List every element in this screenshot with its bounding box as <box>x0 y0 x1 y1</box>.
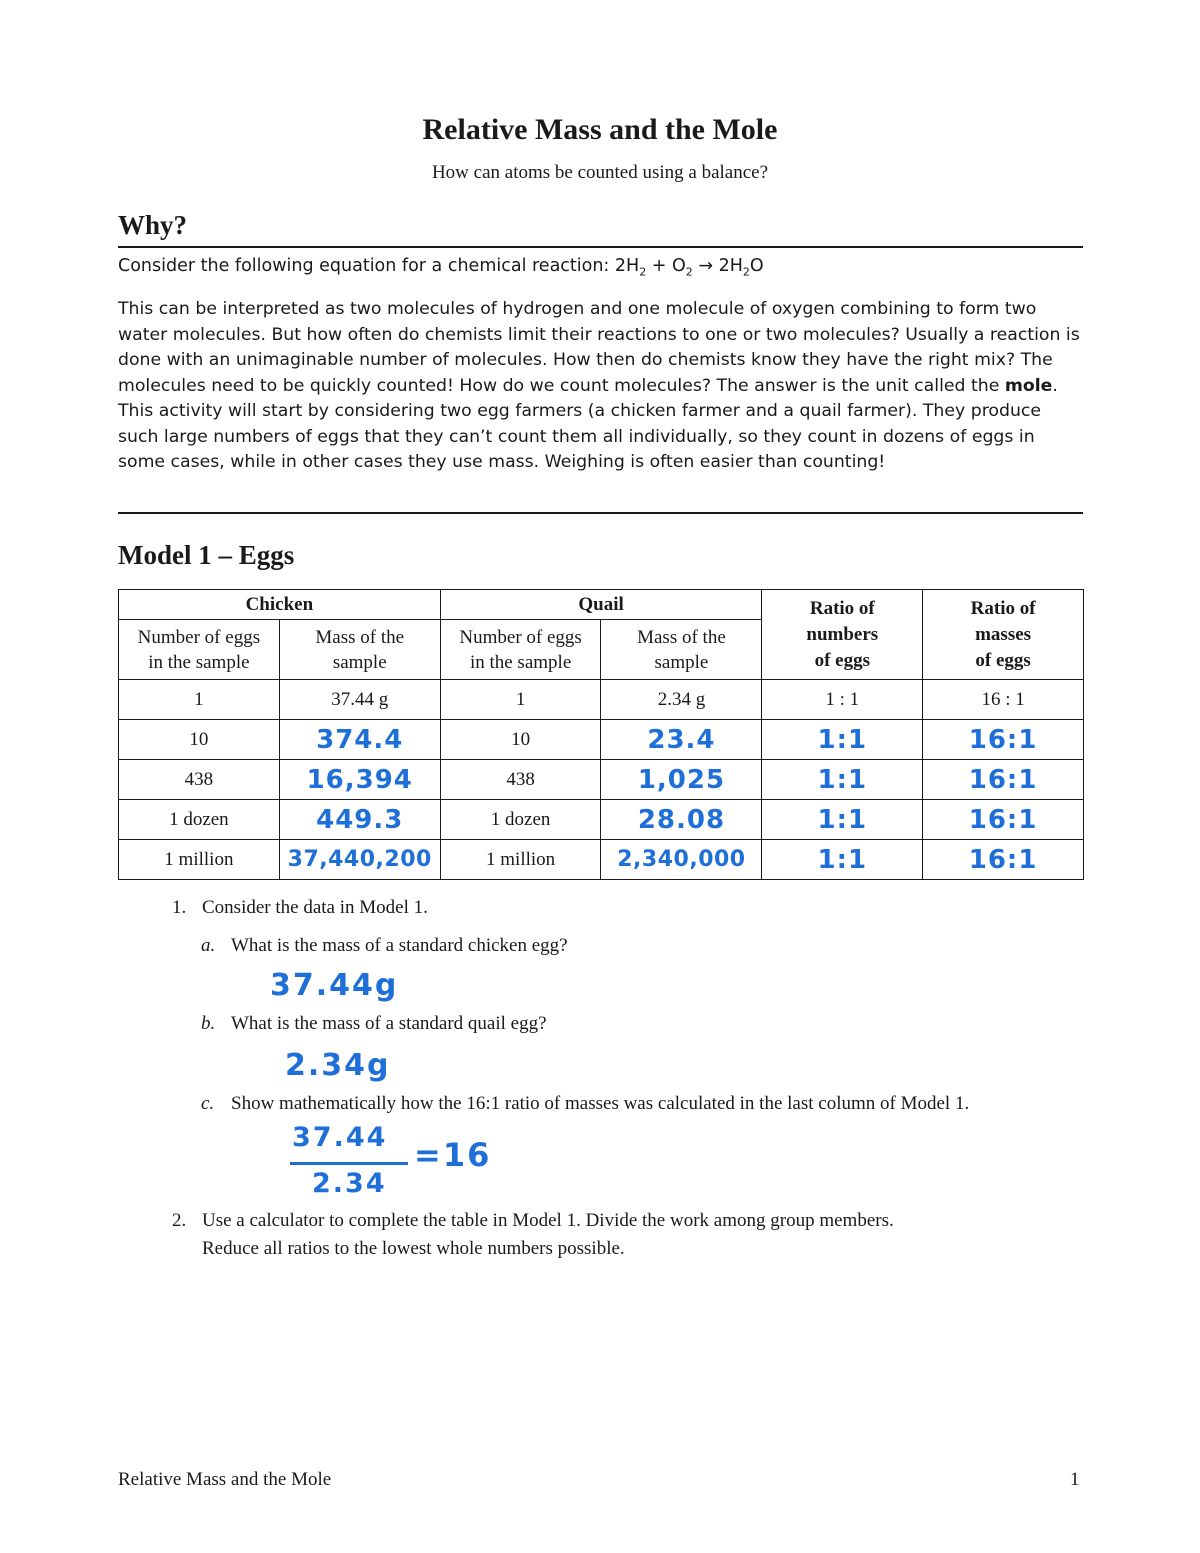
page-subtitle: How can atoms be counted using a balance? <box>431 162 769 183</box>
answer-1a: 37.44g <box>270 968 399 1003</box>
answer-1c-numerator: 37.44 <box>292 1122 388 1153</box>
ratio-numbers-cell: 1:1 <box>762 800 923 840</box>
why-bottom-rule <box>118 512 1083 514</box>
quail-mass-cell: 28.08 <box>601 800 762 840</box>
table-row <box>119 840 1084 880</box>
table-row <box>119 720 1084 760</box>
worksheet-page: Relative Mass and the Mole How can atoms be counted using a balance? Why? Consider the following equation for a chemical reaction: $2H_2 + O_2 \to 2H_2O$ This can be interpreted as two molecules of hydrogen and one molecule of oxygen combining to form two water molecules. But how often do chemists limit their reactions to one or two molecules? Usually a reaction is done with an unimaginable number of molecules. How then do chemists know they have the right mix? The molecules need to be quickly counted! How do we count molecules? The answer is the unit called the mole. This activity will start by considering two egg farmers (a chicken farmer and a quail farmer). They produce such large numbers of eggs that they can’t count them all individually, so they count in dozens of eggs in some cases, while in other cases they use mass. Weighing is often easier than counting! Model 1 – Eggs Chicken Quail Ratio of numbers of eggs Ratio of masses of eggs Number of eggs in the sample Mass of the sample Number of eggs in the sample Mass of the sample 1 37.44 g 1 2.34 g 1 : 1 16 : 1 10 374.4 10 23.4 1:1 16:1 438 16,394 438 1,025 1:1 16:1 1 dozen 449.3 1 dozen 28.08 1:1 16:1 1 million 37,440,200 1 million 2,340,000 1:1 16:1 1. Consider the data in Model 1. a. What is the mass of a standard chicken egg? 37.44g b. What is the mass of a standard quail egg? 2.34g c. Show mathematically how the 16:1 ratio of masses was calculated in the last column of Model 1. 37.44 2.34 =16 2. Use a calculator to complete the table in Model 1. Divide the work among group members. Reduce all ratios to the lowest whole numbers possible. Relative Mass and the Mole 1 <box>0 0 1200 1553</box>
ratio-numbers-cell: 1:1 <box>762 760 923 800</box>
answer-1b: 2.34g <box>285 1048 391 1083</box>
answer-1c-result: =16 <box>414 1136 492 1174</box>
quail-mass-cell: 1,025 <box>601 760 762 800</box>
chicken-number-cell: 438 <box>119 760 280 800</box>
chicken-mass-cell: 16,394 <box>279 760 440 800</box>
quail-number-cell: 1 dozen <box>440 800 601 840</box>
model-1-table <box>118 589 1084 880</box>
chicken-number-header: Number of eggs in the sample <box>119 620 280 680</box>
table-row <box>119 680 1084 720</box>
quail-number-cell: 1 <box>440 680 601 720</box>
table-row <box>119 800 1084 840</box>
ratio-masses-cell: 16 : 1 <box>923 680 1084 720</box>
page-title: Relative Mass and the Mole <box>422 113 778 146</box>
quail-mass-header: Mass of the sample <box>601 620 762 680</box>
quail-number-header: Number of eggs in the sample <box>440 620 601 680</box>
chicken-mass-cell: 37,440,200 <box>279 840 440 880</box>
mole-term: mole <box>1004 375 1053 396</box>
chicken-number-cell: 1 million <box>119 840 280 880</box>
quail-mass-cell: 23.4 <box>601 720 762 760</box>
chicken-group-header: Chicken <box>119 590 441 620</box>
answer-1c-denominator: 2.34 <box>312 1168 387 1199</box>
chicken-mass-cell: 374.4 <box>279 720 440 760</box>
ratio-masses-cell: 16:1 <box>923 840 1084 880</box>
chicken-number-cell: 1 dozen <box>119 800 280 840</box>
ratio-masses-cell: 16:1 <box>923 720 1084 760</box>
quail-mass-cell: 2,340,000 <box>601 840 762 880</box>
chicken-mass-cell: 449.3 <box>279 800 440 840</box>
quail-number-cell: 1 million <box>440 840 601 880</box>
chicken-number-cell: 1 <box>119 680 280 720</box>
chicken-number-cell: 10 <box>119 720 280 760</box>
quail-number-cell: 438 <box>440 760 601 800</box>
equation-formula: $2H_2 + O_2 \to 2H_2O$ <box>614 256 764 279</box>
ratio-masses-cell: 16:1 <box>923 800 1084 840</box>
chicken-mass-cell: 37.44 g <box>279 680 440 720</box>
ratio-numbers-cell: 1 : 1 <box>762 680 923 720</box>
footer-title: Relative Mass and the Mole <box>118 1469 332 1490</box>
why-top-rule <box>118 246 1083 248</box>
page-number: 1 <box>1070 1469 1080 1490</box>
ratio-numbers-cell: 1:1 <box>762 840 923 880</box>
reaction-equation <box>118 256 764 279</box>
ratio-numbers-header: Ratio of numbers of eggs <box>762 590 923 680</box>
fraction-bar <box>290 1162 408 1165</box>
chicken-mass-header: Mass of the sample <box>279 620 440 680</box>
ratio-masses-header: Ratio of masses of eggs <box>923 590 1084 680</box>
why-paragraph: This can be interpreted as two molecules of hydrogen and one molecule of oxygen combining to form two water molecules. But how often do chemists limit their reactions to one or two molecules? Usually a reaction is done with an unimaginable number of molecules. How then do chemists know they have the right mix? The molecules need to be quickly counted! How do we count molecules? The answer is the unit called the mole. This activity will start by considering two egg farmers (a chicken farmer and a quail farmer). They produce such large numbers of eggs that they can’t count them all individually, so they count in dozens of eggs in some cases, while in other cases they use mass. Weighing is often easier than counting! <box>118 299 1080 472</box>
quail-mass-cell: 2.34 g <box>601 680 762 720</box>
table-row <box>119 760 1084 800</box>
why-heading: Why? <box>118 210 188 240</box>
ratio-numbers-cell: 1:1 <box>762 720 923 760</box>
model-heading: Model 1 – Eggs <box>118 540 295 570</box>
quail-number-cell: 10 <box>440 720 601 760</box>
quail-group-header: Quail <box>440 590 762 620</box>
equation-prefix: Consider the following equation for a chemical reaction: <box>118 256 615 276</box>
ratio-masses-cell: 16:1 <box>923 760 1084 800</box>
